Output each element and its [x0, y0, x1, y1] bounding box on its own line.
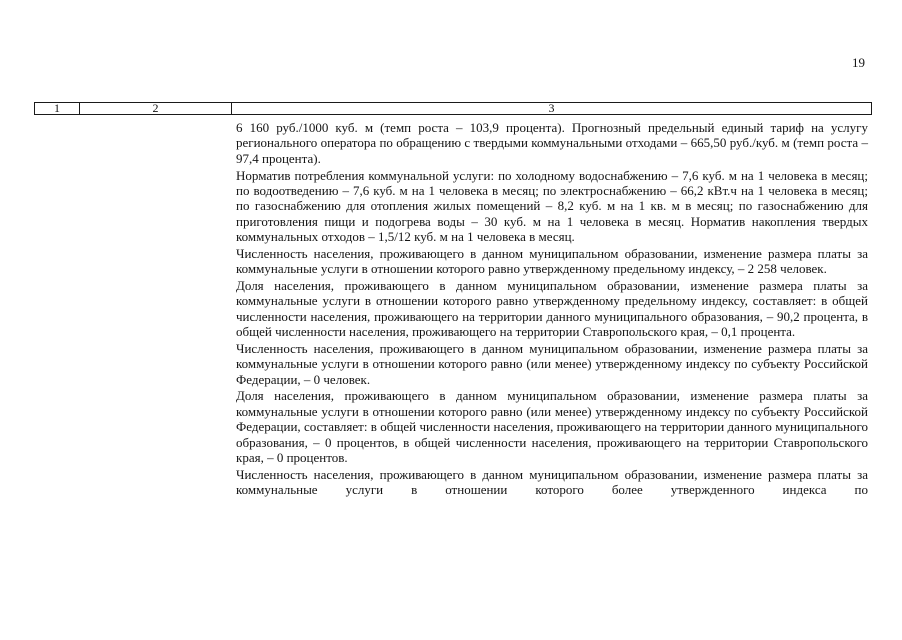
column-number-3: 3 — [232, 103, 872, 115]
column-number-2: 2 — [80, 103, 232, 115]
table-cell-text — [236, 120, 868, 499]
table-header-row — [35, 103, 872, 115]
paragraph-tariff: 6 160 руб./1000 куб. м (темп роста – 103,9 процента). Прогнозный предельный единый тариф на услугу регионального оператора по обращению с твердыми коммунальными отходами – 665,50 руб./куб. м (темп роста – 97,4 процента). — [236, 120, 868, 166]
paragraph-population-regional-index: Численность населения, проживающего в данном муниципальном образовании, изменение размера платы за коммунальные услуги в отношении которого равно (или менее) утвержденному индексу по субъекту Российской Федерации, – 0 человек. — [236, 340, 868, 387]
paragraph-population-above-index: Численность населения, проживающего в данном муниципальном образовании, изменение размера платы за коммунальные услуги в отношении которого более утвержденного индекса по — [236, 466, 868, 498]
column-number-1: 1 — [35, 103, 80, 115]
table-column-header — [34, 102, 872, 115]
paragraph-share-regional-index: Доля населения, проживающего в данном муниципальном образовании, изменение размера платы за коммунальные услуги в отношении которого равно (или менее) утвержденному индексу по субъекту Российской Федерации, составляет: в общей численности населения, проживающего на территории данного муниципального образования, – 0 процентов, в общей численности населения, проживающего на территории Ставропольского края, – 0 процентов. — [236, 388, 868, 466]
paragraph-share-equal-limit: Доля населения, проживающего в данном муниципальном образовании, изменение размера платы за коммунальные услуги в отношении которого равно утвержденному предельному индексу, составляет: в общей численности населения, проживающего на территории данного муниципального образования, – 90,2 процента, в общей численности населения, проживающего на территории Ставропольского края, – 0,1 процента. — [236, 277, 868, 340]
paragraph-population-equal-limit: Численность населения, проживающего в данном муниципальном образовании, изменение размера платы за коммунальные услуги в отношении которого равно утвержденному предельному индексу, – 2 258 человек. — [236, 245, 868, 277]
paragraph-consumption-norms: Норматив потребления коммунальной услуги: по холодному водоснабжению – 7,6 куб. м на 1 человека в месяц; по водоотведению – 7,6 куб. м на 1 человека в месяц; по электроснабжению – 66,2 кВт.ч на 1 человека в месяц; по газоснабжению для отопления жилых помещений – 8,2 куб. м на 1 кв. м в месяц; по газоснабжению для приготовления пищи и подогрева воды – 30 куб. м на 1 человека в месяц. Норматив накопления твердых коммунальных отходов – 1,5/12 куб. м на 1 человека в месяц. — [236, 167, 868, 245]
page-number: 19 — [852, 55, 865, 70]
